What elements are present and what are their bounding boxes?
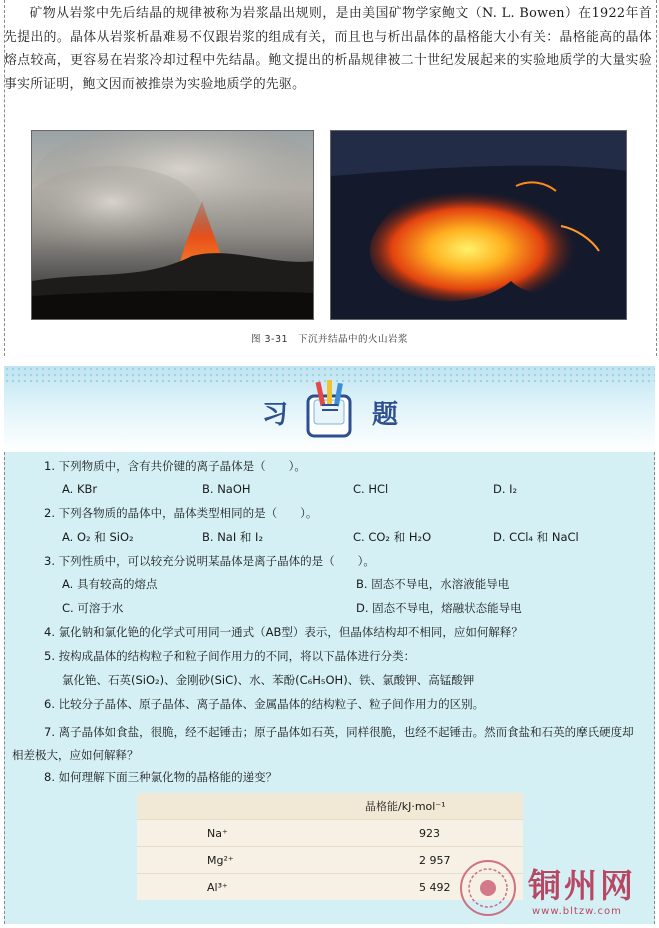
question-1-option-d: D. I₂ bbox=[493, 482, 518, 496]
table-cell-ion: Al³⁺ bbox=[137, 874, 327, 901]
question-7: 7. 离子晶体如食盐，很脆，经不起锤击；原子晶体如石英，同样很脆，也经不起锤击。然而食盐和石英的摩氏硬度却相差极大，应如何解释？ bbox=[12, 725, 634, 762]
volcano-eruption-illustration bbox=[32, 131, 314, 320]
question-2-option-d: D. CCl₄ 和 NaCl bbox=[493, 530, 579, 544]
exercise-title-char-1: 习 bbox=[262, 400, 291, 430]
question-5-items: 氯化铯、石英(SiO₂)、金刚砂(SiC)、水、苯酚(C₆H₅OH)、铁、氯酸钾、高锰酸钾 bbox=[62, 673, 475, 687]
watermark-url: www.bltzw.com bbox=[532, 906, 622, 917]
table-cell-value: 923 bbox=[327, 820, 523, 847]
pencil-cup-icon bbox=[302, 378, 358, 440]
table-cell-value: 2 957 bbox=[327, 847, 523, 874]
question-6: 6. 比较分子晶体、原子晶体、离子晶体、金属晶体的结构粒子、粒子间作用力的区别。 bbox=[44, 697, 485, 711]
lava-flow-illustration bbox=[331, 131, 627, 320]
question-2-option-b: B. NaI 和 I₂ bbox=[202, 530, 264, 544]
question-2-stem: 2. 下列各物质的晶体中，晶体类型相同的是（ ）。 bbox=[44, 506, 318, 520]
site-watermark bbox=[458, 858, 654, 924]
question-4: 4. 氯化钠和氯化铯的化学式可用同一通式（AB型）表示，但晶体结构却不相同，应如何解释？ bbox=[44, 625, 523, 639]
table-cell-value: 5 492 bbox=[327, 874, 523, 901]
table-cell-ion: Mg²⁺ bbox=[137, 847, 327, 874]
question-3-option-a: A. 具有较高的熔点 bbox=[62, 577, 158, 591]
question-3-option-d: D. 固态不导电，熔融状态能导电 bbox=[356, 601, 522, 615]
question-1-stem: 1. 下列物质中，含有共价键的离子晶体是（ ）。 bbox=[44, 459, 306, 473]
table-header-row bbox=[137, 793, 523, 820]
lava-flow-photo bbox=[330, 130, 627, 320]
table-cell-ion: Na⁺ bbox=[137, 820, 327, 847]
question-2-option-a: A. O₂ 和 SiO₂ bbox=[62, 530, 134, 544]
intro-paragraph bbox=[4, 2, 652, 96]
table-row bbox=[137, 820, 523, 847]
question-1-option-b: B. NaOH bbox=[202, 482, 251, 496]
watermark-site-name: 铜州网 bbox=[528, 866, 636, 905]
question-2-option-c: C. CO₂ 和 H₂O bbox=[353, 530, 432, 544]
question-5: 5. 按构成晶体的结构粒子和粒子间作用力的不同，将以下晶体进行分类： bbox=[44, 649, 416, 663]
intro-text: 矿物从岩浆中先后结晶的规律被称为岩浆晶出规则，是由美国矿物学家鲍文（N. L. Bowen）在1922年首先提出的。晶体从岩浆析晶难易不仅跟岩浆的组成有关，而且也与析出晶体的晶格能大小有关：晶格能高的晶体熔点较高，更容易在岩浆冷却过程中先结晶。鲍文提出的析晶规律被二十世纪发展起来的实验地质学的大量实验事实所证明，鲍文因而被推崇为实验地质学的先驱。 bbox=[4, 6, 652, 92]
table-header-lattice-energy: 晶格能/kJ·mol⁻¹ bbox=[327, 793, 523, 820]
figure-caption: 图 3-31 下沉并结晶中的火山岩浆 bbox=[250, 334, 409, 345]
question-1-option-c: C. HCl bbox=[353, 482, 389, 496]
question-1-option-a: A. KBr bbox=[62, 482, 98, 496]
volcano-eruption-photo bbox=[31, 130, 314, 320]
exercise-title-char-2: 题 bbox=[372, 400, 401, 430]
question-8: 8. 如何理解下面三种氯化物的晶格能的递变？ bbox=[44, 770, 278, 784]
question-3-stem: 3. 下列性质中，可以较充分说明某晶体是离子晶体的是（ ）。 bbox=[44, 554, 375, 568]
question-3-option-c: C. 可溶于水 bbox=[62, 601, 124, 615]
table-header-blank bbox=[137, 793, 327, 820]
question-3-option-b: B. 固态不导电，水溶液能导电 bbox=[356, 577, 510, 591]
watermark-logo-icon bbox=[458, 858, 518, 918]
